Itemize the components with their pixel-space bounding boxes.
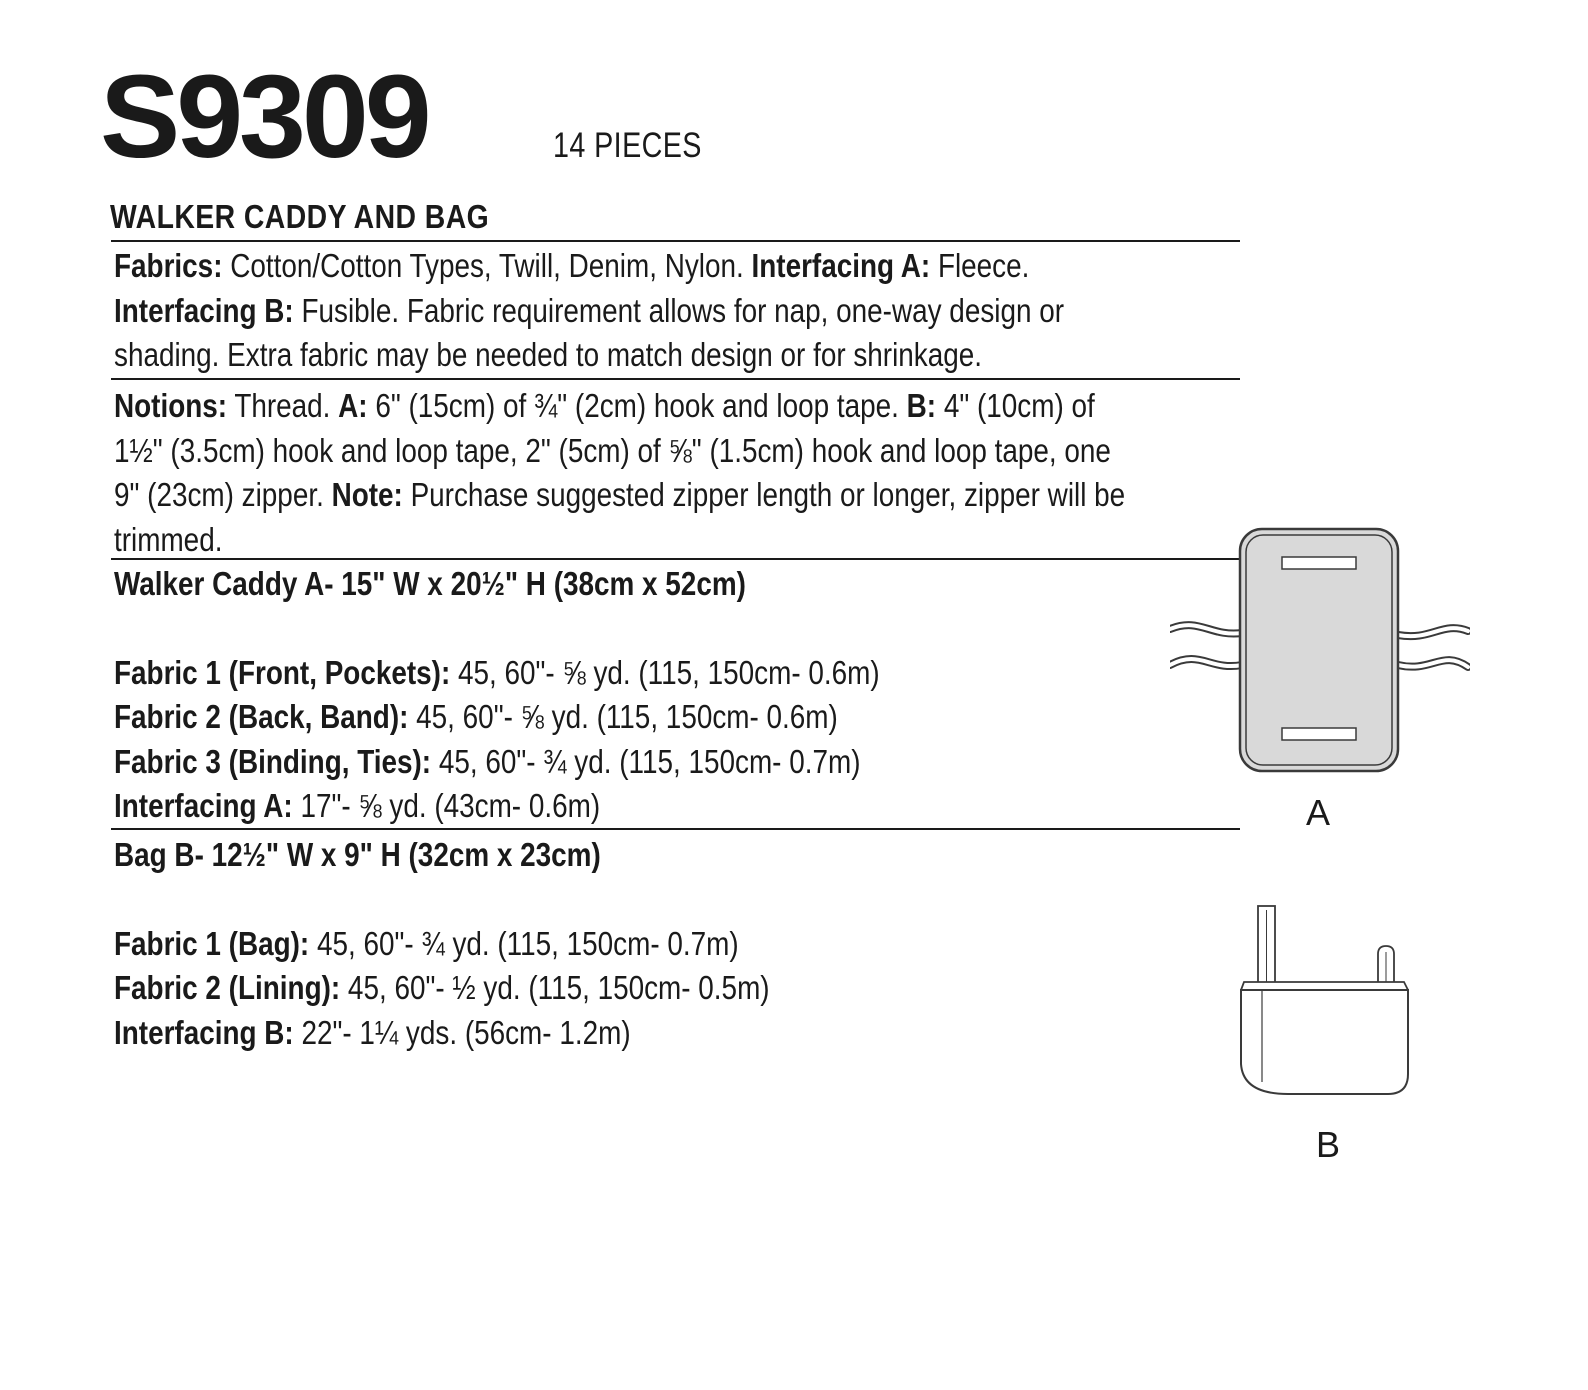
caddy-row-label: Interfacing A:: [114, 787, 293, 824]
caddy-row: [114, 695, 880, 740]
fabrics-line-1: [114, 244, 1064, 289]
fabrics-line-3: shading. Extra fabric may be needed to match design or for shrinkage.: [114, 336, 983, 373]
caddy-heading: [114, 562, 880, 607]
caddy-row-label: Fabric 1 (Front, Pockets):: [114, 653, 451, 691]
caddy-heading-text: Walker Caddy A- 15" W x 20½" H (38cm x 52cm): [114, 565, 746, 602]
bag-row: [114, 1011, 770, 1056]
fabrics-text: Cotton/Cotton Types, Twill, Denim, Nylon.: [222, 247, 752, 284]
notions-line-1: [114, 384, 1125, 429]
notions-text: Thread.: [227, 387, 339, 424]
view-b-label: B: [1316, 1124, 1341, 1165]
bag-row-label: Fabric 1 (Bag):: [114, 924, 310, 962]
notions-b-text: 4" (10cm) of: [936, 387, 1095, 424]
divider: [111, 828, 1240, 830]
interfacing-b-label: Interfacing B:: [114, 291, 294, 329]
note-text: Purchase suggested zipper length or longer, zipper will be: [402, 476, 1126, 513]
bag-heading-text: Bag B- 12½" W x 9" H (32cm x 23cm): [114, 836, 601, 873]
caddy-row: [114, 784, 880, 829]
interfacing-b-text: Fusible. Fabric requirement allows for nap, one-way design or: [293, 291, 1065, 329]
note-label: Note:: [331, 476, 403, 513]
notions-a-text: 6" (15cm) of ¾" (2cm) hook and loop tape.: [367, 387, 907, 424]
bag-row-value: 45, 60"- ½ yd. (115, 150cm- 0.5m): [340, 969, 770, 1006]
notions-a-label: A:: [338, 387, 368, 424]
interfacing-a-text: Fleece.: [930, 247, 1030, 284]
notions-line-2: 1½" (3.5cm) hook and loop tape, 2" (5cm) of ⅝" (1.5cm) hook and loop tape, one: [114, 431, 1111, 469]
notions-section: [114, 384, 1125, 562]
notions-label: Notions:: [114, 387, 228, 424]
spacer: [114, 878, 770, 922]
bag-illustration: [1238, 904, 1413, 1100]
view-a-label: A: [1306, 792, 1331, 833]
fabrics-label: Fabrics:: [114, 247, 223, 284]
bag-row: [114, 922, 770, 967]
caddy-row: [114, 740, 880, 785]
caddy-row: [114, 651, 880, 696]
zipper-text: 9" (23cm) zipper.: [114, 476, 332, 513]
bag-row-label: Fabric 2 (Lining):: [114, 969, 341, 1006]
spacer: [114, 607, 880, 651]
notions-b-label: B:: [906, 387, 937, 424]
bag-row-label: Interfacing B:: [114, 1013, 294, 1051]
divider: [111, 378, 1240, 380]
divider: [111, 558, 1240, 560]
caddy-row-value: 45, 60"- ¾ yd. (115, 150cm- 0.7m): [431, 742, 861, 780]
notions-line-4: trimmed.: [114, 520, 223, 558]
caddy-row-value: 17"- ⅝ yd. (43cm- 0.6m): [292, 787, 601, 824]
bag-heading: [114, 833, 770, 878]
caddy-row-value: 45, 60"- ⅝ yd. (115, 150cm- 0.6m): [450, 653, 880, 691]
caddy-row-label: Fabric 2 (Back, Band):: [114, 698, 409, 735]
caddy-row-label: Fabric 3 (Binding, Ties):: [114, 742, 432, 780]
bag-row: [114, 966, 770, 1011]
bag-row-value: 22"- 1¼ yds. (56cm- 1.2m): [293, 1013, 631, 1051]
pattern-title: WALKER CADDY AND BAG: [110, 198, 490, 235]
fabrics-section: [114, 244, 1064, 378]
caddy-section: [114, 562, 880, 829]
piece-count: 14 PIECES: [553, 126, 702, 165]
bag-section: [114, 833, 770, 1055]
fabrics-line-2: [114, 289, 1064, 334]
walker-caddy-illustration: [1170, 525, 1470, 775]
bag-row-value: 45, 60"- ¾ yd. (115, 150cm- 0.7m): [309, 924, 739, 962]
caddy-row-value: 45, 60"- ⅝ yd. (115, 150cm- 0.6m): [408, 698, 838, 735]
interfacing-a-label: Interfacing A:: [751, 247, 931, 284]
pattern-number: S9309: [100, 51, 428, 183]
notions-line-3: [114, 473, 1125, 518]
divider: [111, 240, 1240, 242]
